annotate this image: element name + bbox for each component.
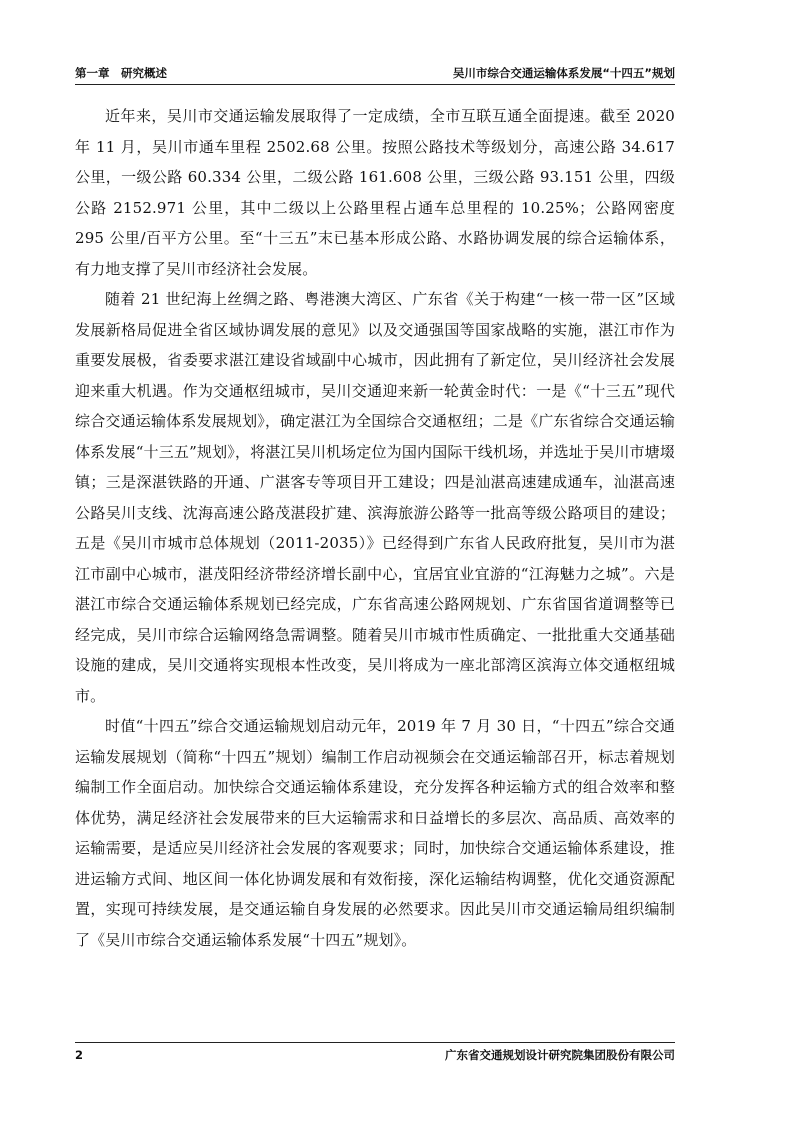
page-number: 2	[75, 1048, 84, 1062]
paragraph-3: 时值“十四五”综合交通运输规划启动元年，2019 年 7 月 30 日，“十四五”综合交通运输发展规划（简称“十四五”规划）编制工作启动视频会在交通运输部召开，标志着规划编制工作全面启动。加快综合交通运输体系建设，充分发挥各种运输方式的组合效率和整体优势，满足经济社会发展带来的巨大运输需求和日益增长的多层次、高品质、高效率的运输需要，是适应吴川经济社会发展的客观要求；同时，加快综合交通运输体系建设，推进运输方式间、地区间一体化协调发展和有效衔接，深化运输结构调整，优化交通资源配置，实现可持续发展，是交通运输自身发展的必然要求。因此吴川市交通运输局组织编制了《吴川市综合交通运输体系发展“十四五”规划》。	[75, 717, 675, 949]
document-title: 吴川市综合交通运输体系发展“十四五”规划	[452, 66, 675, 80]
chapter-title: 第一章 研究概述	[75, 66, 167, 80]
page-footer	[75, 1046, 675, 1064]
body-text	[75, 101, 675, 955]
paragraph-2: 随着 21 世纪海上丝绸之路、粤港澳大湾区、广东省《关于构建“一核一带一区”区域发展新格局促进全省区域协调发展的意见》以及交通强国等国家战略的实施，湛江市作为重要发展极，省委要求湛江建设省域副中心城市，因此拥有了新定位，吴川经济社会发展迎来重大机遇。作为交通枢纽城市，吴川交通迎来新一轮黄金时代：一是《“十三五”现代综合交通运输体系发展规划》，确定湛江为全国综合交通枢纽；二是《广东省综合交通运输体系发展“十三五”规划》，将湛江吴川机场定位为国内国际干线机场，并选址于吴川市塘㙍镇；三是深湛铁路的开通、广湛客专等项目开工建设；四是汕湛高速建成通车，汕湛高速公路吴川支线、沈海高速公路茂湛段扩建、滨海旅游公路等一批高等级公路项目的建设；五是《吴川市城市总体规划（2011-2035）》已经得到广东省人民政府批复，吴川市为湛江市副中心城市，湛茂阳经济带经济增长副中心，宜居宜业宜游的“江海魅力之城”。六是湛江市综合交通运输体系规划已经完成，广东省高速公路网规划、广东省国省道调整等已经完成，吴川市综合运输网络急需调整。随着吴川市城市性质确定、一批批重大交通基础设施的建成，吴川交通将实现根本性改变，吴川将成为一座北部湾区滨海立体交通枢纽城市。	[75, 290, 675, 705]
footer-divider	[75, 1042, 675, 1043]
paragraph-1: 近年来，吴川市交通运输发展取得了一定成绩，全市互联互通全面提速。截至 2020 年 11 月，吴川市通车里程 2502.68 公里。按照公路技术等级划分，高速公路 34.617 公里，一级公路 60.334 公里，二级公路 161.608 公里，三级公路 93.151 公里，四级公路 2152.971 公里，其中二级以上公路里程占通车总里程的 10.25%；公路网密度 295 公里/百平方公里。至“十三五”末已基本形成公路、水路协调发展的综合运输体系，有力地支撑了吴川市经济社会发展。	[75, 107, 675, 278]
page-header	[75, 64, 675, 82]
organization-name: 广东省交通规划设计研究院集团股份有限公司	[445, 1048, 675, 1062]
header-divider	[75, 84, 675, 85]
